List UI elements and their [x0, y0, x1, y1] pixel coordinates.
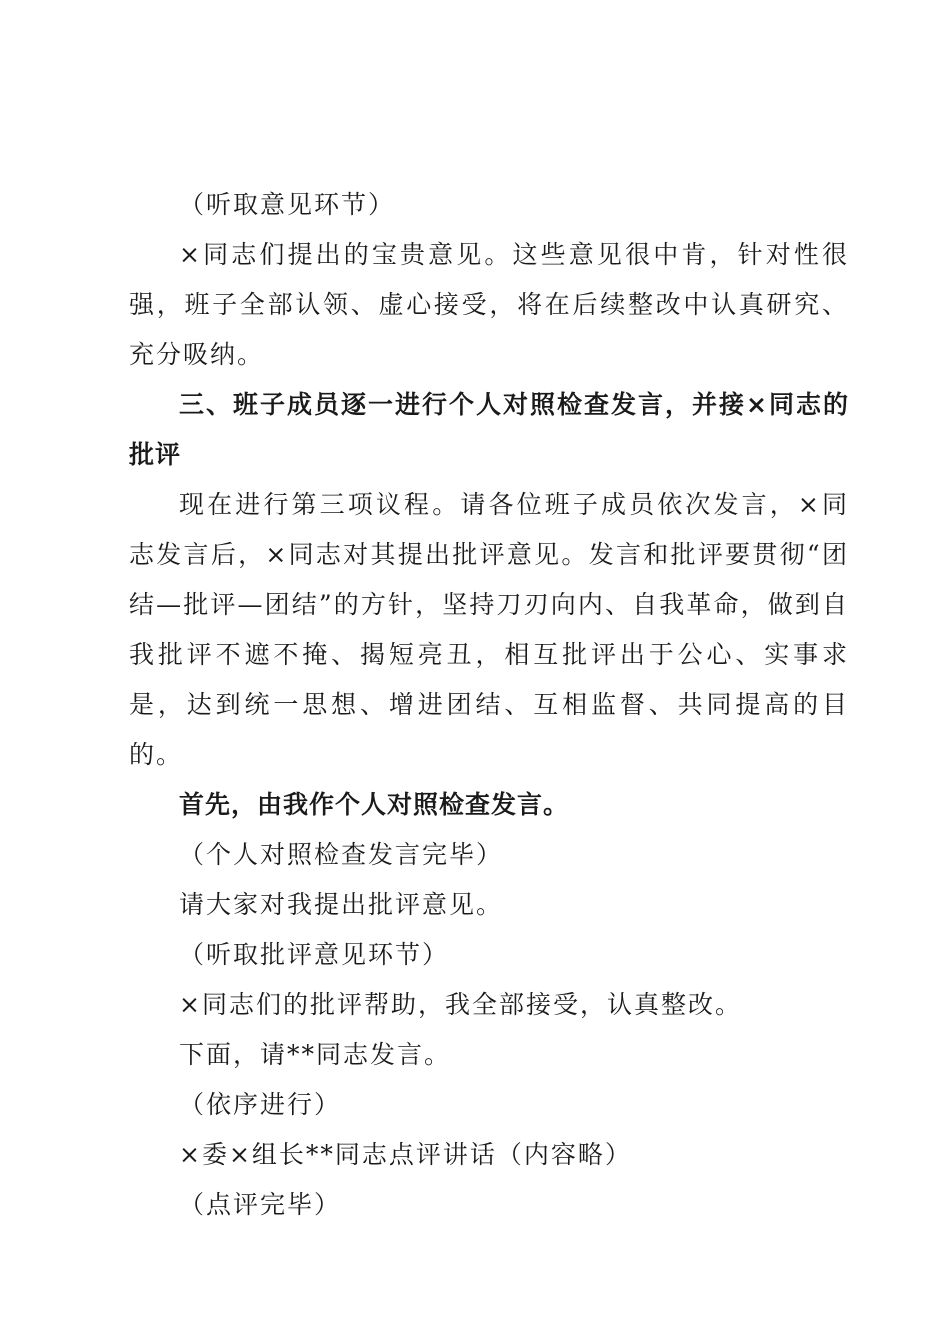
paragraph-agenda-three: 现在进行第三项议程。请各位班子成员依次发言，×同志发言后，×同志对其提出批评意见。发言和批评要贯彻“团结—批评—团结”的方针，坚持刀刃向内、自我革命，做到自我批评不遮不掩、揭短亮丑，相互批评出于公心、实事求是，达到统一思想、增进团结、互相监督、共同提高的目的。 — [129, 490, 849, 769]
paragraph-comment-finished: （点评完毕） — [179, 1190, 342, 1219]
document-body — [129, 180, 849, 1230]
paragraph-request-criticism: 请大家对我提出批评意见。 — [179, 890, 504, 919]
paragraph-listening-session: （听取意见环节） — [179, 190, 396, 219]
paragraph-accept-criticism: ×同志们的批评帮助，我全部接受，认真整改。 — [179, 990, 742, 1019]
paragraph-speech-finished: （个人对照检查发言完毕） — [179, 840, 504, 869]
paragraph-next-speaker: 下面，请**同志发言。 — [179, 1040, 452, 1069]
paragraph-self-speech: 首先，由我作个人对照检查发言。 — [179, 790, 570, 819]
paragraph-leader-comment: ×委×组长**同志点评讲话（内容略） — [179, 1140, 632, 1169]
paragraph-in-order: （依序进行） — [179, 1090, 342, 1119]
paragraph-criticism-session: （听取批评意见环节） — [179, 940, 450, 969]
paragraph-opinions-response: ×同志们提出的宝贵意见。这些意见很中肯，针对性很强，班子全部认领、虚心接受，将在后续整改中认真研究、充分吸纳。 — [129, 240, 849, 369]
section-heading-three: 三、班子成员逐一进行个人对照检查发言，并接×同志的批评 — [129, 390, 849, 469]
